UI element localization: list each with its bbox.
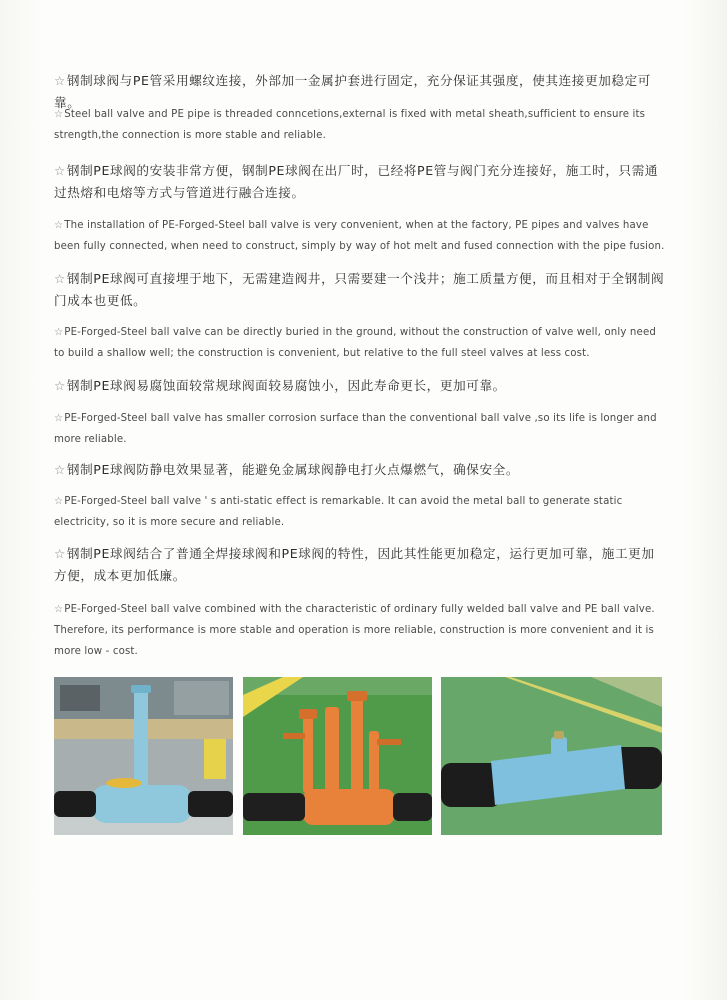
paragraph-en-6: ☆PE-Forged-Steel ball valve combined with the characteristic of ordinary fully welded ball valve and PE ball valve. Therefore, its performance is more stable and operation is more reliable, construction is more convenient and it is more low - cost. bbox=[54, 604, 655, 657]
star-bullet-icon: ☆ bbox=[54, 546, 66, 561]
star-bullet-icon: ☆ bbox=[54, 378, 66, 393]
photo-blue-valve-extension bbox=[54, 677, 233, 835]
paragraph-zh-1: ☆钢制球阀与PE管采用螺纹连接，外部加一金属护套进行固定，充分保证其强度，使其连接更加稳定可靠。 bbox=[54, 73, 651, 110]
paragraph-en-1: ☆Steel ball valve and PE pipe is threaded conncetions,external is fixed with metal sheath,sufficient to ensure its strength,the connection is more stable and reliable. bbox=[54, 109, 646, 141]
star-bullet-icon: ☆ bbox=[54, 73, 66, 88]
star-bullet-icon: ☆ bbox=[54, 327, 64, 338]
paragraph-zh-2: ☆钢制PE球阀的安装非常方便，钢制PE球阀在出厂时，已经将PE管与阀门充分连接好，施工时，只需通过热熔和电熔等方式与管道进行融合连接。 bbox=[54, 163, 659, 200]
paragraph-en-4: ☆PE-Forged-Steel ball valve has smaller corrosion surface than the conventional ball valve ,so its life is longer and more reliable. bbox=[54, 413, 657, 445]
star-bullet-icon: ☆ bbox=[54, 109, 64, 120]
star-bullet-icon: ☆ bbox=[54, 271, 66, 286]
paragraph-zh-6: ☆钢制PE球阀结合了普通全焊接球阀和PE球阀的特性，因此其性能更加稳定，运行更加可靠，施工更加方便，成本更加低廉。 bbox=[54, 546, 655, 583]
blue-valve-with-extension-stem bbox=[54, 677, 233, 835]
star-bullet-icon: ☆ bbox=[54, 220, 64, 231]
paragraph-en-3: ☆PE-Forged-Steel ball valve can be directly buried in the ground, without the construction of valve well, only need to build a shallow well; the construction is convenient, but relative to the full steel valves at less cost. bbox=[54, 327, 656, 359]
star-bullet-icon: ☆ bbox=[54, 163, 66, 178]
star-bullet-icon: ☆ bbox=[54, 413, 64, 424]
paragraph-en-5: ☆PE-Forged-Steel ball valve ' s anti-static effect is remarkable. It can avoid the metal ball to generate static electricity, so it is more secure and reliable. bbox=[54, 496, 623, 528]
orange-valve-with-vent-stems bbox=[243, 677, 432, 835]
star-bullet-icon: ☆ bbox=[54, 462, 66, 477]
star-bullet-icon: ☆ bbox=[54, 496, 64, 507]
photo-orange-valve bbox=[243, 677, 432, 835]
paragraph-en-2: ☆The installation of PE-Forged-Steel ball valve is very convenient, when at the factory, PE pipes and valves have been fully connected, when need to construct, simply by way of hot melt and fused connection with the pipe fusion. bbox=[54, 220, 665, 252]
paragraph-zh-4: ☆钢制PE球阀易腐蚀面较常规球阀面较易腐蚀小，因此寿命更长，更加可靠。 bbox=[54, 378, 506, 393]
blue-valve-horizontal bbox=[441, 677, 662, 835]
photo-blue-valve-horizontal bbox=[441, 677, 662, 835]
star-bullet-icon: ☆ bbox=[54, 604, 64, 615]
paragraph-zh-5: ☆钢制PE球阀防静电效果显著，能避免金属球阀静电打火点爆燃气，确保安全。 bbox=[54, 462, 520, 477]
paragraph-zh-3: ☆钢制PE球阀可直接埋于地下，无需建造阀井，只需要建一个浅井；施工质量方便，而且相对于全钢制阀门成本也更低。 bbox=[54, 271, 665, 308]
